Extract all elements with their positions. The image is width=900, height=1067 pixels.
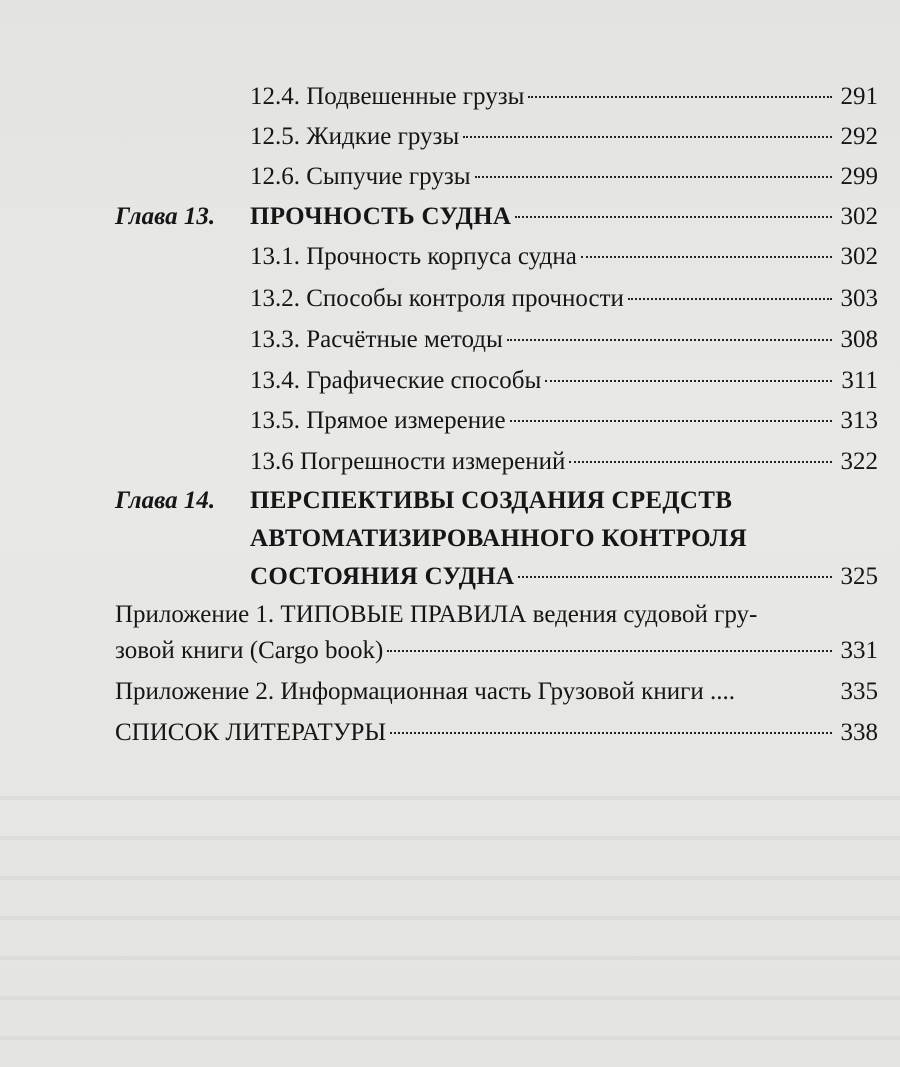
toc-entry-title: 12.4. Подвешенные грузы	[250, 83, 525, 110]
toc-entry-page: 335	[840, 678, 878, 705]
bibliography-title: СПИСОК ЛИТЕРАТУРЫ	[115, 719, 387, 746]
toc-entry	[250, 366, 878, 396]
toc-entry-page: 302	[840, 243, 878, 270]
toc-entry-page: 338	[840, 719, 878, 746]
dot-leader	[628, 298, 832, 300]
toc-chapter-entry	[250, 202, 878, 232]
toc-entry-title: 13.5. Прямое измерение	[250, 407, 506, 434]
dot-leader	[475, 176, 833, 178]
chapter-label: Глава 13.	[115, 203, 216, 230]
toc-entry	[250, 162, 878, 192]
toc-entry-title: 12.5. Жидкие грузы	[250, 123, 460, 150]
dot-leader	[528, 96, 832, 98]
toc-appendix-entry	[115, 677, 878, 707]
toc-entry	[250, 284, 878, 314]
dot-leader	[463, 136, 832, 138]
toc-bibliography-entry	[115, 718, 878, 748]
dot-leader	[510, 420, 832, 422]
dot-leader	[387, 650, 832, 652]
appendix-title: Приложение 2. Информационная часть Грузовой книги ....	[115, 678, 735, 705]
toc-entry	[250, 242, 878, 272]
dot-leader	[515, 216, 832, 218]
toc-entry-title: 13.2. Способы контроля прочности	[250, 285, 624, 312]
toc-entry	[250, 122, 878, 152]
toc-entry	[250, 325, 878, 355]
toc-entry-title: 13.6 Погрешности измерений	[250, 448, 566, 475]
toc-entry-page: 303	[840, 285, 878, 312]
dot-leader	[507, 339, 832, 341]
toc-entry	[250, 82, 878, 112]
chapter-title-line: АВТОМАТИЗИРОВАННОГО КОНТРОЛЯ	[250, 525, 747, 552]
toc-entry-page: 331	[840, 637, 878, 664]
dot-leader	[569, 461, 832, 463]
toc-entry-page: 322	[840, 448, 878, 475]
chapter-title: ПРОЧНОСТЬ СУДНА	[250, 203, 512, 230]
dot-leader	[545, 380, 832, 382]
chapter-title-line: ПЕРСПЕКТИВЫ СОЗДАНИЯ СРЕДСТВ	[250, 487, 733, 514]
toc-entry-page: 308	[840, 326, 878, 353]
appendix-title-line: Приложение 1. ТИПОВЫЕ ПРАВИЛА ведения судовой гру-	[115, 601, 758, 628]
dot-leader	[390, 732, 832, 734]
toc-entry-page: 311	[841, 367, 878, 394]
chapter-label: Глава 14.	[115, 487, 216, 514]
toc-entry-title: 13.4. Графические способы	[250, 367, 542, 394]
toc-entry-page: 325	[840, 563, 878, 590]
toc-chapter-entry	[250, 562, 878, 592]
toc-entry-title: 13.1. Прочность корпуса судна	[250, 243, 577, 270]
toc-entry	[250, 447, 878, 477]
dot-leader	[518, 576, 832, 578]
toc-entry-page: 302	[840, 203, 878, 230]
chapter-title: СОСТОЯНИЯ СУДНА	[250, 563, 515, 590]
toc-entry-page: 291	[840, 83, 878, 110]
toc-entry-title: 12.6. Сыпучие грузы	[250, 163, 471, 190]
dot-leader	[581, 256, 832, 258]
toc-entry-page: 292	[840, 123, 878, 150]
toc-entry-page: 313	[840, 407, 878, 434]
toc-entry-title: 13.3. Расчётные методы	[250, 326, 503, 353]
toc-entry	[250, 406, 878, 436]
toc-appendix-entry	[115, 636, 878, 666]
appendix-title: зовой книги (Cargo book)	[115, 637, 384, 664]
toc-entry-page: 299	[840, 163, 878, 190]
show-through-text	[0, 760, 900, 1067]
